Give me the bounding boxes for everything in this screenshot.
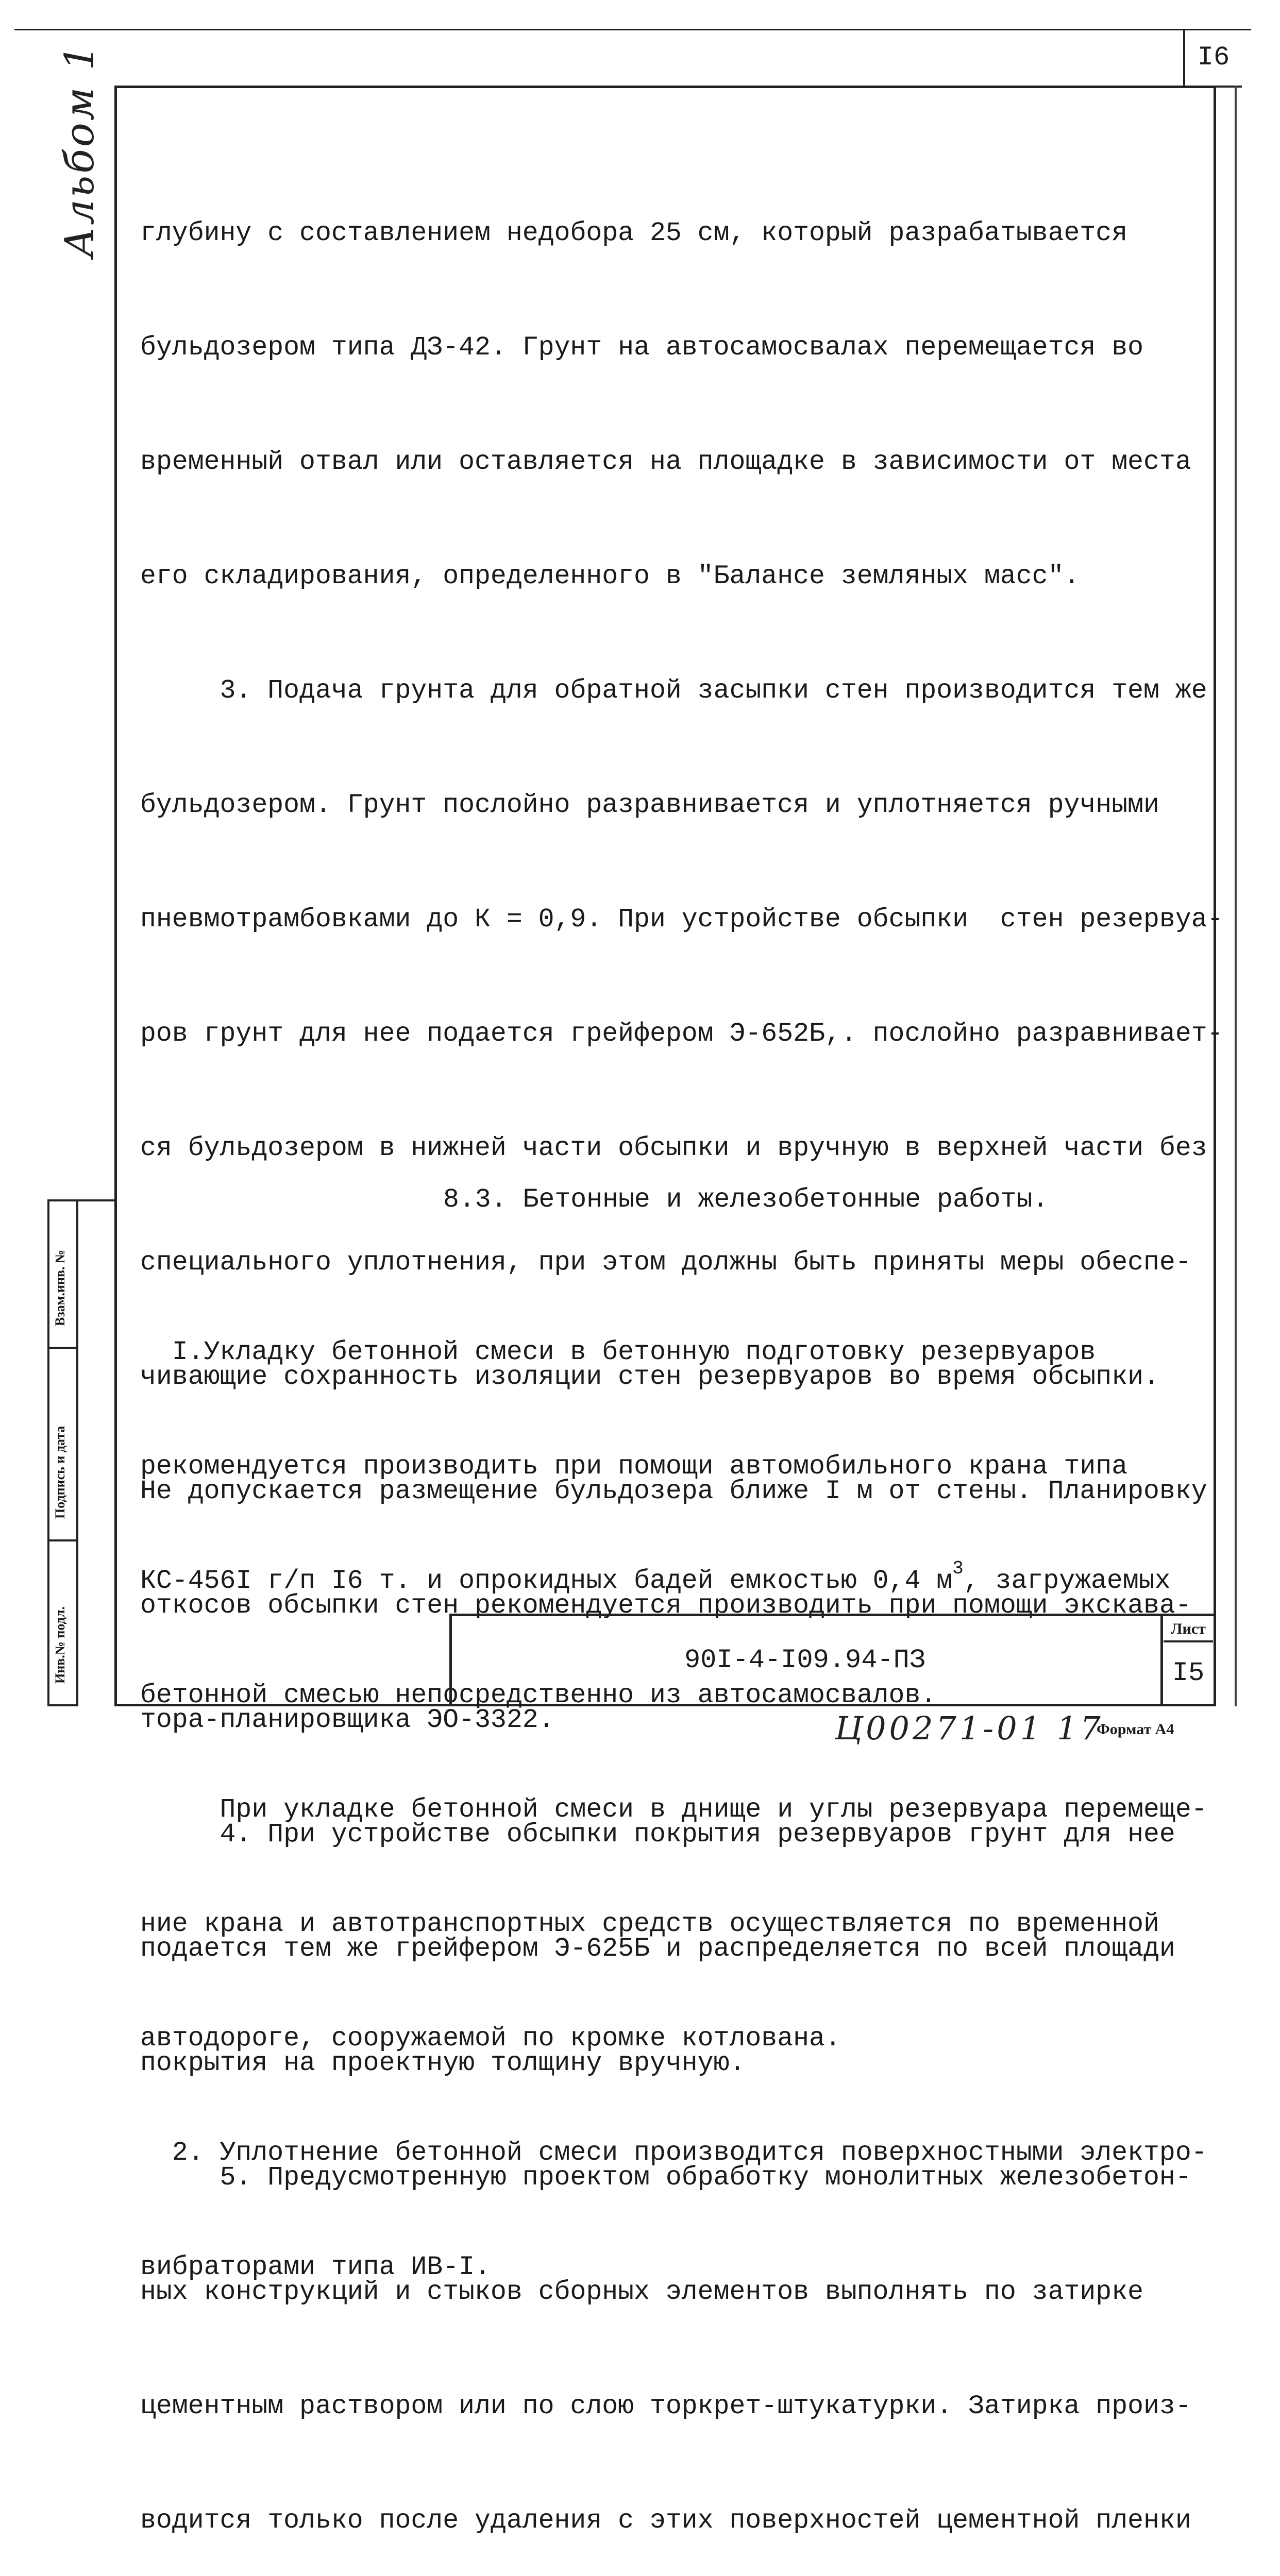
text-line: временный отвал или оставляется на площадке в зависимости от места xyxy=(140,447,1191,477)
text-line: чивающие сохранность изоляции стен резервуаров во время обсыпки. xyxy=(140,1362,1159,1392)
stamp-label-vzam: Взам.инв. № xyxy=(53,1249,68,1326)
text-line xyxy=(140,1558,1217,1600)
stamp-label-podpis: Подпись и дата xyxy=(53,1426,68,1519)
text-line: I.Укладку бетонной смеси в бетонную подготовку резервуаров xyxy=(140,1337,1096,1367)
text-line: откосов обсыпки стен рекомендуется производить при помощи экскава- xyxy=(140,1591,1191,1621)
top-rule xyxy=(14,29,1251,30)
text-line: ние крана и автотранспортных средств осуществляется по временной xyxy=(140,1909,1159,1939)
handwritten-archive-number: Ц00271-01 17 xyxy=(835,1709,1104,1747)
stamp-label-inv: Инв.№ подл. xyxy=(53,1606,68,1684)
text-line: бетонной смесью непосредственно из автосамосвалов. xyxy=(140,1681,937,1710)
text-line: водится только после удаления с этих поверхностей цементной пленки xyxy=(140,2506,1191,2536)
sheet-number: I5 xyxy=(1172,1657,1205,1688)
text-line: подается тем же грейфером Э-625Б и распределяется по всей площади xyxy=(140,1934,1175,1964)
text-line: ся бульдозером в нижней части обсыпки и вручную в верхней части без xyxy=(140,1133,1207,1163)
text-line: автодороге, сооружаемой по кромке котлована. xyxy=(140,2024,841,2054)
superscript: 3 xyxy=(952,1558,964,1579)
text-line: специального уплотнения, при этом должны быть приняты меры обеспе- xyxy=(140,1248,1191,1278)
format-label: Формат А4 xyxy=(1097,1721,1174,1738)
text-line: его складирования, определенного в "Балансе земляных масс". xyxy=(140,562,1080,591)
sheet-label: Лист xyxy=(1164,1618,1213,1642)
text-line: цементным раствором или по слою торкрет-штукатурки. Затирка произ- xyxy=(140,2392,1191,2421)
stamp-cell-podpis xyxy=(49,1349,76,1541)
text-line: ных конструкций и стыков сборных элементов выполнять по затирке xyxy=(140,2277,1144,2307)
page-number: I6 xyxy=(1183,29,1242,88)
approval-stamp xyxy=(47,1199,78,1706)
text-line: покрытия на проектную толщину вручную. xyxy=(140,2048,746,2078)
text-line: бульдозером. Грунт послойно разравнивается и уплотняется ручными xyxy=(140,790,1159,820)
section-heading: 8.3. Бетонные и железобетонные работы. xyxy=(443,1185,1049,1215)
stamp-signature-column xyxy=(78,1199,114,1706)
text-line: пневмотрамбовками до К = 0,9. При устройстве обсыпки стен резервуа- xyxy=(140,905,1223,935)
text-line: 3. Подача грунта для обратной засыпки стен производится тем же xyxy=(140,676,1207,706)
document-code: 90I-4-I09.94-ПЗ xyxy=(684,1645,926,1675)
text-line: рекомендуется производить при помощи автомобильного крана типа xyxy=(140,1452,1128,1482)
text-fragment: , загружаемых xyxy=(963,1566,1171,1596)
text-line: 4. При устройстве обсыпки покрытия резервуаров грунт для нее xyxy=(140,1820,1175,1850)
text-fragment: КС-456I г/п I6 т. и опрокидных бадей емкостью 0,4 м xyxy=(140,1566,953,1596)
body-text-bottom xyxy=(140,1257,1217,2325)
stamp-cell-vzam xyxy=(49,1201,76,1349)
text-line: 2. Уплотнение бетонной смеси производится поверхностными электро- xyxy=(140,2138,1207,2168)
text-line: бульдозером типа ДЗ-42. Грунт на автосамосвалах перемещается во xyxy=(140,333,1144,363)
text-line: При укладке бетонной смеси в днище и углы резервуара перемеще- xyxy=(140,1795,1207,1825)
text-line: глубину с составлением недобора 25 см, который разрабатывается xyxy=(140,218,1128,248)
text-line: 5. Предусмотренную проектом обработку монолитных железобетон- xyxy=(140,2163,1191,2193)
frame-outer-line xyxy=(1235,86,1237,1706)
text-line: тора-планировщика ЭО-3322. xyxy=(140,1705,554,1735)
text-line: вибраторами типа ИВ-I. xyxy=(140,2252,491,2282)
text-line: ров грунт для нее подается грейфером Э-652Б,. послойно разравнивает- xyxy=(140,1019,1223,1049)
text-line: Не допускается размещение бульдозера ближе I м от стены. Планировку xyxy=(140,1477,1207,1506)
album-margin-note: Альбом 1 xyxy=(57,43,103,258)
stamp-cell-inv xyxy=(49,1541,76,1704)
